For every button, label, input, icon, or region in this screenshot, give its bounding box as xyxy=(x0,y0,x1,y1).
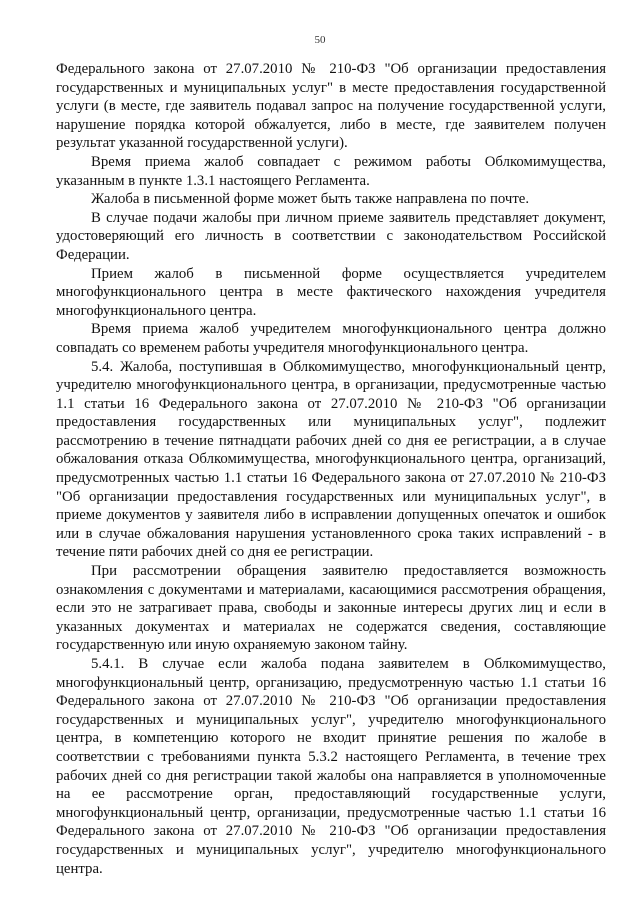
paragraph-5-4: 5.4. Жалоба, поступившая в Облкомимущество, многофункциональный центр, учредителю многофункционального центра, в организации, предусмотренные частью 1.1 статьи 16 Федерального закона от 27.07.2010 № 210-ФЗ "Об организации предоставления государственных или муниципальных услуг", подлежит рассмотрению в течение пятнадцати рабочих дней со дня ее регистрации, а в случае обжалования отказа Облкомимущества, многофункционального центра, организаций, предусмотренных частью 1.1 статьи 16 Федерального закона от 27.07.2010 № 210-ФЗ "Об организации предоставления государственных или муниципальных услуг", в приеме документов у заявителя либо в исправлении допущенных опечаток и ошибок или в случае обжалования нарушения установленного срока таких исправлений - в течение пяти рабочих дней со дня ее регистрации. xyxy=(56,358,606,561)
paragraph-reception-time: Время приема жалоб совпадает с режимом работы Облкомимущества, указанным в пункте 1.3.1 настоящего Регламента. xyxy=(56,153,606,189)
paragraph-continuation: Федерального закона от 27.07.2010 № 210-ФЗ "Об организации предоставления государственных и муниципальных услуг" в месте предоставления государственной услуги (в месте, где заявитель подавал запрос на получение государственной услуги, нарушение порядка которой обжалуется, либо в месте, где заявителем получен результат указанной государственной услуги). xyxy=(56,61,606,152)
paragraph-founder-time: Время приема жалоб учредителем многофункционального центра должно совпадать со временем работы учредителя многофункционального центра. xyxy=(56,321,606,356)
paragraph-review: При рассмотрении обращения заявителю предоставляется возможность ознакомления с документами и материалами, касающимися рассмотрения обращения, если это не затрагивает права, свободы и законные интересы других лиц и если в указанных документах и материалах не содержатся сведения, составляющие государственную или иную охраняемую законом тайну. xyxy=(56,563,606,654)
paragraph-5-4-1: 5.4.1. В случае если жалоба подана заявителем в Облкомимущество, многофункциональный центр, организацию, предусмотренную частью 1.1 статьи 16 Федерального закона от 27.07.2010 № 210-ФЗ "Об организации предоставления государственных и муниципальных услуг", учредителю многофункционального центра, в компетенцию которого не входит принятие решения по жалобе в соответствии с требованиями пункта 5.3.2 настоящего Регламента, в течение трех рабочих дней со дня регистрации такой жалобы она направляется в уполномоченные на ее рассмотрение орган, предоставляющий государственные услуги, многофункциональный центр, организации, предусмотренные частью 1.1 статьи 16 Федерального закона от 27.07.2010 № 210-ФЗ "Об организации предоставления государственных и муниципальных услуг", учредителю многофункционального центра. xyxy=(56,656,606,877)
paragraph-mail: Жалоба в письменной форме может быть также направлена по почте. xyxy=(91,191,530,208)
document-body xyxy=(56,60,606,878)
page-number: 50 xyxy=(314,34,326,46)
paragraph-personal-reception: В случае подачи жалобы при личном приеме заявитель представляет документ, удостоверяющий его личность в соответствии с законодательством Российской Федерации. xyxy=(56,209,606,263)
paragraph-written-reception: Прием жалоб в письменной форме осуществляется учредителем многофункционального центра в месте фактического нахождения учредителя многофункционального центра. xyxy=(56,265,606,319)
